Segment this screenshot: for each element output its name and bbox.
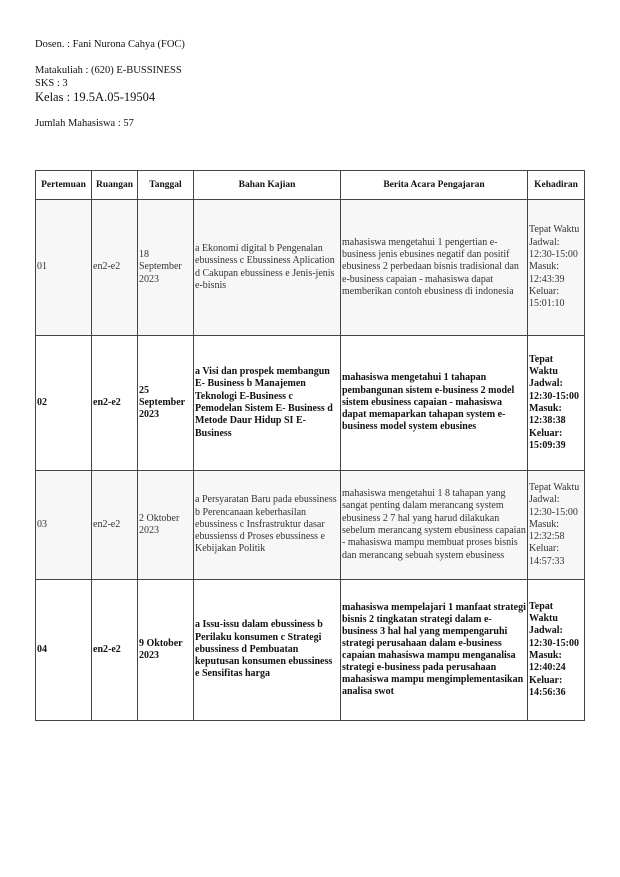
col-header-berita-acara: Berita Acara Pengajaran [341, 171, 528, 200]
ruangan-cell: en2-e2 [92, 200, 138, 336]
credits-line: SKS : 3 [35, 78, 68, 89]
tanggal-cell: 25 September 2023 [138, 336, 194, 471]
pertemuan-cell: 03 [36, 471, 92, 580]
table-row [36, 200, 585, 336]
ruangan-cell: en2-e2 [92, 580, 138, 721]
pertemuan-cell: 01 [36, 200, 92, 336]
kehadiran-cell: Tepat Waktu Jadwal: 12:30-15:00 Masuk: 12:43:39 Keluar: 15:01:10 [528, 200, 585, 336]
col-header-tanggal: Tanggal [138, 171, 194, 200]
berita-acara-cell: mahasiswa mengetahui 1 pengertian e-business jenis ebusines negatif dan positif ebusiness 2 perbedaan bisnis tradisional dan e-business capaian - mahasiswa dapat memberikan contoh ebusiness di indonesia [341, 200, 528, 336]
berita-acara-cell: mahasiswa mempelajari 1 manfaat strategi bisnis 2 tingkatan strategi dalam e-business 3 hal hal yang mempengaruhi strategi perusahaan dalam e-business capaian mahasiswa mampu menganalisa strategi e-business pada perusahaan mahasiswa mampu mengimplementasikan analisa swot [341, 580, 528, 721]
col-header-kehadiran: Kehadiran [528, 171, 585, 200]
bahan-kajian-cell: a Persyaratan Baru pada ebussiness b Perencanaan keberhasilan ebussiness c Insfrastruktur dasar ebussienss d Proses ebussiness e Kebijakan Politik [194, 471, 341, 580]
col-header-bahan-kajian: Bahan Kajian [194, 171, 341, 200]
pertemuan-cell: 02 [36, 336, 92, 471]
table-row [36, 580, 585, 721]
attendance-table [35, 170, 585, 721]
bahan-kajian-cell: a Visi dan prospek membangun E- Business b Manajemen Teknologi E-Business c Pemodelan Sistem E- Business d Metode Daur Hidup SI E-Business [194, 336, 341, 471]
ruangan-cell: en2-e2 [92, 471, 138, 580]
kehadiran-cell: Tepat Waktu Jadwal: 12:30-15:00 Masuk: 12:40:24 Keluar: 14:56:36 [528, 580, 585, 721]
bahan-kajian-cell: a Ekonomi digital b Pengenalan ebussiness c Ebussiness Aplication d Cakupan ebussiness e Jenis-jenis e-bisnis [194, 200, 341, 336]
student-count-line: Jumlah Mahasiswa : 57 [35, 118, 134, 129]
table-row [36, 336, 585, 471]
col-header-pertemuan: Pertemuan [36, 171, 92, 200]
course-line: Matakuliah : (620) E-BUSSINESS [35, 65, 182, 76]
bahan-kajian-cell: a Issu-issu dalam ebussiness b Perilaku konsumen c Strategi ebussiness d Pembuatan keputusan konsumen ebussiness e Sensifitas harga [194, 580, 341, 721]
kehadiran-cell: Tepat Waktu Jadwal: 12:30-15:00 Masuk: 12:38:38 Keluar: 15:09:39 [528, 336, 585, 471]
berita-acara-cell: mahasiswa mengetahui 1 tahapan pembangunan sistem e-business 2 model sistem ebusiness capaian - mahasiswa dapat memaparkan tahapan system e-business model system ebusines [341, 336, 528, 471]
class-line: Kelas : 19.5A.05-19504 [35, 90, 156, 104]
table-header-row [36, 171, 585, 200]
table-row [36, 471, 585, 580]
ruangan-cell: en2-e2 [92, 336, 138, 471]
report-header [35, 38, 185, 130]
tanggal-cell: 18 September 2023 [138, 200, 194, 336]
pertemuan-cell: 04 [36, 580, 92, 721]
lecturer-line: Dosen. : Fani Nurona Cahya (FOC) [35, 39, 185, 50]
col-header-ruangan: Ruangan [92, 171, 138, 200]
berita-acara-cell: mahasiswa mengetahui 1 8 tahapan yang sangat penting dalam merancang system ebusiness 2 7 hal yang harud dilakukan sebelum merancang system ebusiness capaian - mahasiswa mampu membuat proses bisnis dan merancang sebuah system ebusiness [341, 471, 528, 580]
tanggal-cell: 9 Oktober 2023 [138, 580, 194, 721]
tanggal-cell: 2 Oktober 2023 [138, 471, 194, 580]
kehadiran-cell: Tepat Waktu Jadwal: 12:30-15:00 Masuk: 12:32:58 Keluar: 14:57:33 [528, 471, 585, 580]
